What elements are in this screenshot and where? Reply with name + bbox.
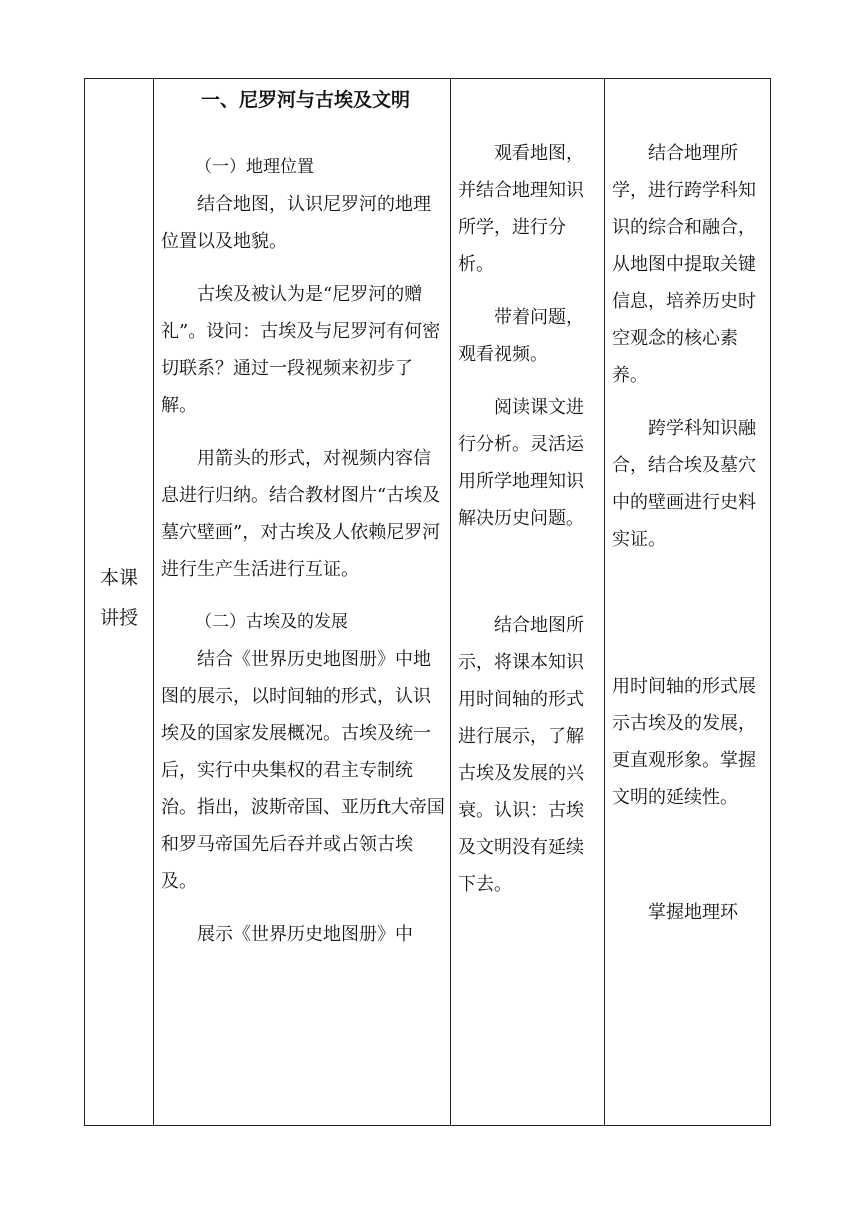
row-label-line: 讲授 [99, 607, 138, 629]
activity-paragraph: 观看地图，并结合地理知识所学，进行分析。 [458, 143, 584, 275]
student-activity-column [458, 135, 600, 903]
section-heading: 一、尼罗河与古埃及文明 [201, 89, 411, 111]
column-divider [604, 79, 605, 1125]
content-paragraph: 用箭头的形式，对视频内容信息进行归纳。结合教材图片“古埃及墓穴壁画”，对古埃及人依赖尼罗河进行生产生活进行互证。 [161, 448, 441, 580]
activity-paragraph: 阅读课文进行分析。灵活运用所学地理知识解决历史问题。 [458, 397, 584, 529]
activity-paragraph: 带着问题，观看视频。 [458, 307, 584, 365]
row-label-line: 本课 [99, 567, 138, 589]
lesson-table [84, 78, 771, 1126]
column-divider [153, 79, 154, 1125]
intent-paragraph: 掌握地理环 [648, 902, 738, 923]
content-paragraph: 结合《世界历史地图册》中地图的展示，以时间轴的形式，认识埃及的国家发展概况。古埃及统一后，实行中央集权的君主专制统治。指出，波斯帝国、亚历ft大帝国和罗马帝国先后吞并或占领古埃及。 [161, 649, 445, 892]
design-intent-column [612, 135, 766, 931]
intent-paragraph: 用时间轴的形式展示古埃及的发展，更直观形象。掌握文明的延续性。 [612, 676, 756, 808]
intent-paragraph: 跨学科知识融合，结合埃及墓穴中的壁画进行史料实证。 [612, 418, 756, 550]
intent-paragraph: 结合地理所学，进行跨学科知识的综合和融合，从地图中提取关键信息，培养历史时空观念的核心素养。 [612, 143, 756, 386]
column-divider [450, 79, 451, 1125]
subsection-title: （二）古埃及的发展 [195, 612, 348, 632]
content-paragraph: 古埃及被认为是“尼罗河的赠礼”。设问：古埃及与尼罗河有何密切联系？通过一段视频来初步了解。 [161, 284, 441, 416]
subsection-title: （一）地理位置 [195, 157, 314, 177]
content-paragraph: 展示《世界历史地图册》中 [197, 924, 413, 945]
activity-paragraph: 结合地图所示，将课本知识用时间轴的形式进行展示，了解古埃及发展的兴衰。认识：古埃及文明没有延续下去。 [458, 615, 584, 895]
row-label [85, 558, 153, 638]
content-paragraph: 结合地图，认识尼罗河的地理位置以及地貌。 [161, 194, 431, 252]
teaching-content-column [161, 85, 445, 953]
